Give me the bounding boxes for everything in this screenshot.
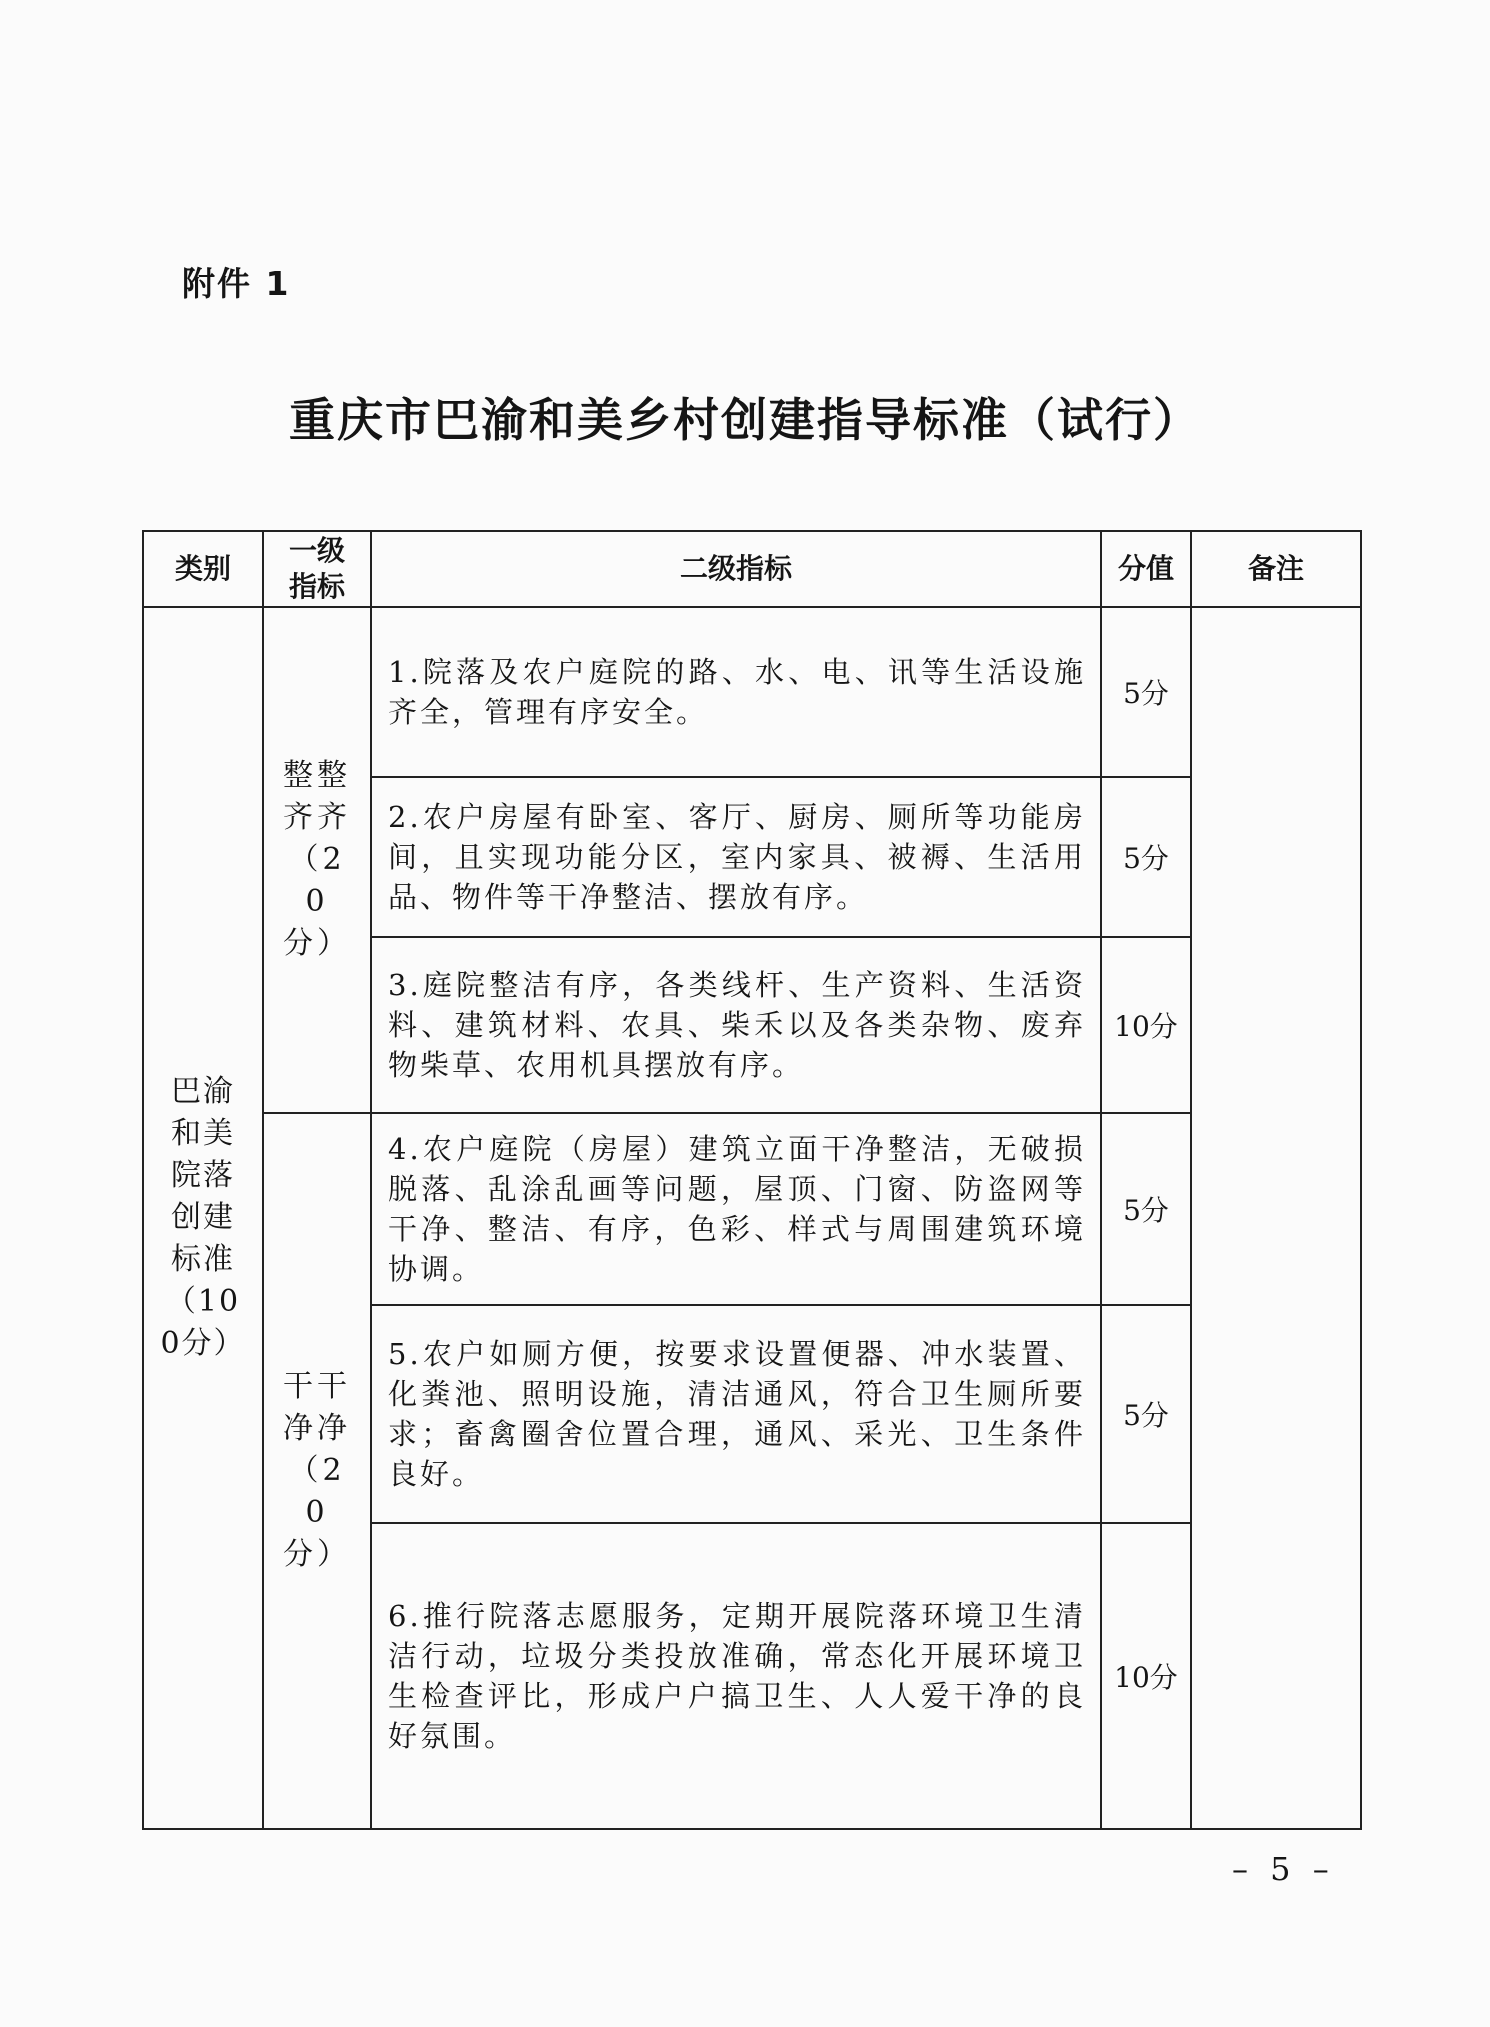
header-level1: 一级指标	[263, 531, 371, 607]
page-number: – 5 –	[1232, 1850, 1335, 1888]
score-6: 10分	[1101, 1523, 1191, 1829]
table-header-row	[143, 531, 1361, 607]
header-level2: 二级指标	[371, 531, 1101, 607]
indicator-2: 2.农户房屋有卧室、客厅、厨房、厕所等功能房间，且实现功能分区，室内家具、被褥、生活用品、物件等干净整洁、摆放有序。	[371, 777, 1101, 937]
document-title: 重庆市巴渝和美乡村创建指导标准（试行）	[289, 393, 1201, 447]
score-5: 5分	[1101, 1305, 1191, 1523]
category-cell: 巴渝和美院落创建标准（100分）	[143, 607, 263, 1829]
score-4: 5分	[1101, 1113, 1191, 1305]
score-2: 5分	[1101, 777, 1191, 937]
remarks-cell	[1191, 607, 1361, 1829]
indicator-4: 4.农户庭院（房屋）建筑立面干净整洁，无破损脱落、乱涂乱画等问题，屋顶、门窗、防盗网等干净、整洁、有序，色彩、样式与周围建筑环境协调。	[371, 1113, 1101, 1305]
level1-group-1: 整整齐齐（20分）	[263, 607, 371, 1113]
level1-group-2: 干干净净（20分）	[263, 1113, 371, 1829]
header-score: 分值	[1101, 531, 1191, 607]
indicator-5: 5.农户如厕方便，按要求设置便器、冲水装置、化粪池、照明设施，清洁通风，符合卫生厕所要求；畜禽圈舍位置合理，通风、采光、卫生条件良好。	[371, 1305, 1101, 1523]
table-row	[143, 1113, 1361, 1305]
score-1: 5分	[1101, 607, 1191, 777]
attachment-label: 附件 1	[182, 264, 291, 303]
score-3: 10分	[1101, 937, 1191, 1113]
standards-table	[142, 530, 1362, 1830]
indicator-1: 1.院落及农户庭院的路、水、电、讯等生活设施齐全，管理有序安全。	[371, 607, 1101, 777]
indicator-6: 6.推行院落志愿服务，定期开展院落环境卫生清洁行动，垃圾分类投放准确，常态化开展环境卫生检查评比，形成户户搞卫生、人人爱干净的良好氛围。	[371, 1523, 1101, 1829]
table-row	[143, 607, 1361, 777]
indicator-3: 3.庭院整洁有序，各类线杆、生产资料、生活资料、建筑材料、农具、柴禾以及各类杂物、废弃物柴草、农用机具摆放有序。	[371, 937, 1101, 1113]
header-category: 类别	[143, 531, 263, 607]
header-remarks: 备注	[1191, 531, 1361, 607]
